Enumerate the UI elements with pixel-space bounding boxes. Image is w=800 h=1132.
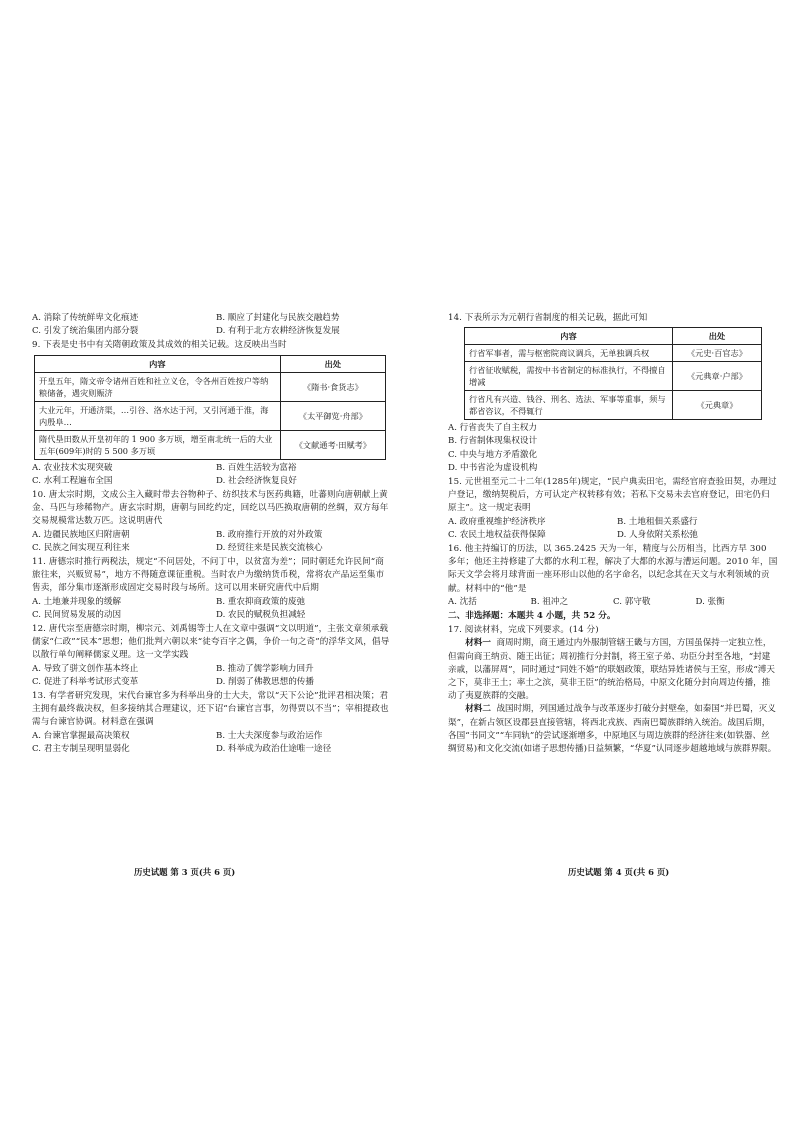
table-row [465, 362, 762, 391]
q14-option-a: A. 行省丧失了自主权力 [448, 423, 538, 434]
q9-stem: 9. 下表是史书中有关隋朝政策及其成效的相关记载。这反映出当时 [32, 340, 287, 351]
question-12 [32, 623, 392, 689]
q14-row2-content: 行省征收赋税，需按中书省制定的标准执行，不得擅自增减 [465, 362, 673, 391]
q9-row3-source: 《文献通考·田赋考》 [280, 430, 385, 459]
q14-row2-source: 《元典章·户部》 [672, 362, 761, 391]
question-11 [32, 556, 392, 622]
q9-row3-content: 隋代垦田数从开皇初年的 1 900 多万顷，增至南北统一后的大业五年(609年)时的 5 500 多万顷 [35, 430, 281, 459]
q11-options [32, 596, 392, 622]
page-footer-left: 历史试题 第 3 页(共 6 页) [134, 867, 236, 877]
q9-header-source: 出处 [280, 355, 385, 372]
q14-stem: 14. 下表所示为元朝行省制度的相关记载，据此可知 [448, 313, 648, 323]
q12-option-d: D. 削弱了佛教思想的传播 [216, 676, 314, 687]
right-page [448, 312, 778, 757]
question-14 [448, 312, 778, 475]
q16-stem: 16. 他主持编订的历法，以 365.2425 天为一年，精度与公历相当，比西方早 300 多年；他还主持修建了大都的水利工程，解决了大都的水源与漕运问题。2010 年，国际天文学会将月球背面一座环形山以他的名字命名，以纪念其在天文与水利领域的贡献。材料中的“他”是 [448, 544, 778, 594]
q13-option-a: A. 台谏官掌握最高决策权 [32, 730, 130, 741]
table-row [35, 401, 386, 430]
q14-row1-source: 《元史·百官志》 [672, 345, 761, 362]
q8-option-a: A. 消除了传统鲜卑文化痕迹 [32, 313, 139, 323]
q10-option-c: C. 民族之间实现互利往来 [32, 542, 130, 553]
q11-option-d: D. 农民的赋税负担减轻 [216, 609, 306, 620]
q11-option-c: C. 民间贸易发展的动因 [32, 609, 122, 620]
q14-table [464, 327, 762, 420]
q13-option-d: D. 科举成为政治仕途唯一途径 [216, 743, 332, 754]
q8-option-c: C. 引发了统治集团内部分裂 [32, 326, 139, 337]
material-1-text: 商周时期，商王通过内外服制管辖王畿与方国，方国虽保持一定独立性，但需向商王纳贡、随王出征；周初推行分封制，将王室子弟、功臣分封至各地，“封建亲戚，以藩屏周”，同时通过“同姓不婚”的联姻政策，联结异姓诸侯与王室，形成“溥天之下，莫非王土；率土之滨，莫非王臣”的统治格局，中原文化随分封向周边传播，推动了夷夏族群的交融。 [448, 638, 775, 702]
q8-options [32, 312, 392, 338]
question-16 [448, 543, 778, 609]
table-row [465, 345, 762, 362]
q15-options [448, 516, 778, 542]
q9-option-b: B. 百姓生活较为富裕 [216, 462, 297, 473]
q9-options [32, 462, 392, 488]
q9-option-c: C. 水利工程遍布全国 [32, 475, 113, 486]
q17-stem: 17. 阅读材料，完成下列要求。(14 分) [448, 625, 599, 636]
material-1-label: 材料一 [465, 638, 491, 649]
q14-header-source: 出处 [672, 328, 761, 345]
q13-option-c: C. 君主专制呈现明显弱化 [32, 743, 130, 754]
q16-option-d: D. 张衡 [695, 596, 725, 607]
q14-option-b: B. 行省制体现集权设计 [448, 436, 538, 447]
q12-option-b: B. 推动了儒学影响力回升 [216, 663, 314, 674]
q11-option-b: B. 重农抑商政策的废弛 [216, 596, 306, 607]
q11-option-a: A. 土地兼并现象的缓解 [32, 596, 122, 607]
q8-option-d: D. 有利于北方农耕经济恢复发展 [216, 326, 340, 337]
q15-option-c: C. 农民土地权益获得保障 [448, 529, 546, 540]
q14-header-content: 内容 [465, 328, 673, 345]
q11-stem: 11. 唐德宗时推行两税法，规定“不问居处，不问丁中，以贫富为差”；同时朝廷允许民间“商旅往来，兴贩贸易”，地方不得随意课征重税。当时农户为缴纳货币税，常将农产品运至集市售卖，部分集市逐渐形成固定交易时段与场所。这可以用来研究唐代中后期 [32, 557, 385, 594]
question-9 [32, 339, 392, 488]
q15-stem: 15. 元世祖至元二十二年(1285年)规定，“民户典卖田宅，需经官府查验田契，办理过户登记，缴纳契税后，方可认定产权转移有效；若私下交易未去官府登记，田宅仍归原主”。这一规定表明 [448, 477, 777, 514]
q12-stem: 12. 唐代宗至唐德宗时期，柳宗元、刘禹锡等士人在文章中强调“文以明道”，主张文章须承载儒家“仁政”“民本”思想；他们批判六朝以来“徒夸百字之偶，争价一句之奇”的浮华文风，倡导以散行单句阐释儒家义理。这一文学实践 [32, 624, 390, 661]
q14-row3-content: 行省凡有兴造、钱谷、刑名、选法、军事等重事，须与都省咨议，不得辄行 [465, 391, 673, 420]
left-page [32, 312, 392, 757]
q12-options [32, 663, 392, 689]
material-2-label: 材料二 [465, 704, 491, 715]
table-row [35, 430, 386, 459]
q9-header-content: 内容 [35, 355, 281, 372]
q13-options [32, 730, 392, 756]
q10-option-b: B. 政府推行开放的对外政策 [216, 529, 323, 540]
q17-material-1 [448, 637, 778, 703]
q12-option-a: A. 导致了骈文创作基本终止 [32, 663, 139, 674]
q13-stem: 13. 有学者研究发现，宋代台谏官多为科举出身的士大夫，常以“天下公论”批评君相决策；君主拥有最终裁决权，但多接纳其合理建议，还下诏“台谏官言事，勿得贾以不当”；宰相提政也需与台谏官协调。材料意在强调 [32, 691, 389, 728]
question-15 [448, 476, 778, 542]
q16-option-c: C. 郭守敬 [613, 596, 651, 607]
page-footer-right: 历史试题 第 4 页(共 6 页) [568, 867, 670, 877]
q17-material-2 [448, 703, 778, 756]
q15-option-b: B. 土地租佃关系盛行 [617, 516, 698, 527]
q8-option-b: B. 顺应了封建化与民族交融趋势 [216, 313, 340, 323]
q14-row1-content: 行省军事者，需与枢密院商议调兵，无单独调兵权 [465, 345, 673, 362]
q13-option-b: B. 士大夫深度参与政治运作 [216, 730, 323, 741]
question-17 [448, 624, 778, 756]
q9-row1-source: 《隋书·食货志》 [280, 372, 385, 401]
section-heading: 二、非选择题：本题共 4 小题，共 52 分。 [448, 611, 616, 622]
q10-option-d: D. 经贸往来是民族交流核心 [216, 542, 323, 553]
material-2-text: 战国时期，列国通过战争与改革逐步打破分封壁垒，如秦国“并巴蜀，灭义渠”，在新占领区设郡县直接管辖，将西北戎族、西南巴蜀族群纳入统治。战国后期，各国“书同文”“车同轨”的尝试逐渐增多，中原地区与周边族群的经济往来(如铁器、丝绸贸易)和文化交流(如诸子思想传播)日益频繁，“华夏”认同逐步超越地域与族群界限。 [448, 704, 777, 755]
q9-row1-content: 开皇五年，隋文帝令诸州百姓和社立义仓，令各州百姓按户等纳粮储备，遇灾则赈济 [35, 372, 281, 401]
table-row [465, 391, 762, 420]
q10-option-a: A. 边疆民族地区归附唐朝 [32, 529, 130, 540]
table-row [35, 372, 386, 401]
q9-table [34, 355, 386, 460]
q12-option-c: C. 促进了科举考试形式变革 [32, 676, 139, 687]
question-13 [32, 690, 392, 756]
q14-row3-source: 《元典章》 [672, 391, 761, 420]
q15-option-d: D. 人身依附关系松弛 [617, 529, 698, 540]
q10-stem: 10. 唐太宗时期，文成公主入藏时带去谷物种子、纺织技术与医药典籍，吐蕃则向唐朝献上黄金、马匹与珍稀物产。唐玄宗时期，唐朝与回纥约定，回纥以马匹换取唐朝的丝绸，双方每年交易规模常达数万匹。这说明唐代 [32, 490, 389, 527]
q9-row2-source: 《太平御览·舟部》 [280, 401, 385, 430]
q10-options [32, 529, 392, 555]
q16-option-a: A. 沈括 [448, 596, 477, 607]
question-10 [32, 489, 392, 555]
q14-option-c: C. 中央与地方矛盾激化 [448, 449, 538, 460]
q9-option-d: D. 社会经济恢复良好 [216, 475, 297, 486]
q9-option-a: A. 农业技术实现突破 [32, 462, 113, 473]
q16-option-b: B. 祖冲之 [530, 596, 569, 607]
q15-option-a: A. 政府重视维护经济秩序 [448, 516, 546, 527]
q14-option-d: D. 中书省沦为虚设机构 [448, 462, 538, 473]
q9-row2-content: 大业元年，开通济渠，…引谷、洛水达于河，又引河通于淮，海内殷阜… [35, 401, 281, 430]
q16-options [448, 596, 778, 609]
q14-options [448, 422, 778, 475]
